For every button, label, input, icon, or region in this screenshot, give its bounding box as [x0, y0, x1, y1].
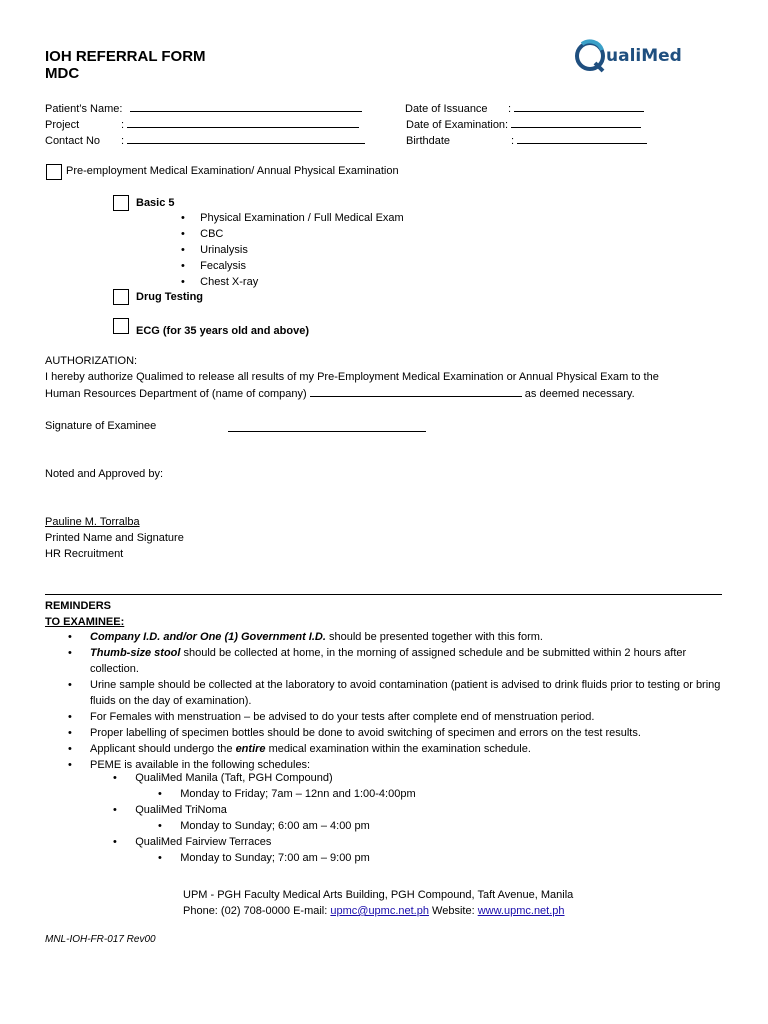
schedule-site-3: • QualiMed Fairview Terraces: [113, 836, 272, 848]
ecg-checkbox[interactable]: [113, 318, 129, 334]
schedule-site-2: • QualiMed TriNoma: [113, 804, 227, 816]
footer-phone: Phone: (02) 708-0000 E-mail:: [183, 905, 331, 917]
reminder-6-post: medical examination within the examination schedule.: [265, 743, 531, 755]
peme-checkbox[interactable]: [46, 164, 62, 180]
logo-text: ualiMed: [606, 46, 682, 66]
project-colon: :: [121, 119, 125, 131]
reminder-item-7: • PEME is available in the following schedules:: [68, 757, 723, 773]
section-divider: [45, 594, 722, 595]
reminder-2-emphasis: Thumb-size stool: [90, 647, 181, 659]
form-code: MNL-IOH-FR-017 Rev00: [45, 934, 156, 945]
birthdate-row: [406, 132, 647, 149]
schedule-hours-2: • Monday to Sunday; 6:00 am – 4:00 pm: [158, 820, 370, 832]
reminder-item-1: [68, 629, 723, 645]
footer-phone-line: [183, 903, 573, 919]
qualimed-logo: [573, 36, 683, 78]
schedule-hours-2-text: Monday to Sunday; 6:00 am – 4:00 pm: [180, 820, 370, 832]
email-link[interactable]: upmc@upmc.net.ph: [330, 905, 429, 917]
list-item: • Urinalysis: [181, 244, 248, 256]
website-link[interactable]: www.upmc.net.ph: [477, 905, 565, 917]
schedule-site-2-text: QualiMed TriNoma: [135, 804, 227, 816]
issuance-field[interactable]: [514, 100, 644, 112]
drug-testing-label: Drug Testing: [136, 291, 204, 303]
schedule-site-1: • QualiMed Manila (Taft, PGH Compound): [113, 772, 333, 784]
footer-website-label: Website:: [428, 905, 478, 917]
approver-printed-label: Printed Name and Signature: [45, 532, 184, 544]
signature-label: Signature of Examinee: [45, 420, 157, 432]
contact-label: Contact No: [45, 135, 101, 147]
drug-testing-checkbox[interactable]: [113, 289, 129, 305]
basic5-item-2: CBC: [200, 228, 224, 240]
reminder-item-6: [68, 741, 723, 757]
reminders-subheading: TO EXAMINEE:: [45, 616, 125, 628]
form-title-line1: IOH REFERRAL FORM: [45, 48, 206, 65]
reminder-item-3: • Urine sample should be collected at the laboratory to avoid contamination (patient is advised to drink fluids prior to testing or bring fluids on the day of examination).: [68, 677, 723, 709]
authorization-line2-prefix: Human Resources Department of (name of company): [45, 388, 307, 400]
reminder-item-4: • For Females with menstruation – be advised to do your tests after complete end of menstruation period.: [68, 709, 723, 725]
list-item: • Fecalysis: [181, 260, 246, 272]
list-item: • Chest X-ray: [181, 276, 259, 288]
approver-block: [45, 514, 184, 562]
exam-date-label: Date of Examination:: [406, 119, 509, 131]
approver-dept: HR Recruitment: [45, 548, 124, 560]
form-title: [45, 48, 206, 82]
schedule-hours-3: • Monday to Sunday; 7:00 am – 9:00 pm: [158, 852, 370, 864]
ecg-label: ECG (for 35 years old and above): [136, 325, 309, 337]
reminders-heading: REMINDERS: [45, 600, 112, 612]
reminder-item-5: • Proper labelling of specimen bottles should be done to avoid switching of specimen and errors on the test results.: [68, 725, 723, 741]
reminder-2-text: should be collected at home, in the morning of assigned schedule and be submitted within 2 hours after collection.: [90, 647, 687, 675]
issuance-colon: :: [508, 103, 512, 115]
project-row: [45, 116, 359, 133]
peme-label: Pre-employment Medical Examination/ Annual Physical Examination: [66, 165, 399, 177]
birthdate-field[interactable]: [517, 132, 647, 144]
footer-contact: [183, 887, 573, 919]
schedule-hours-3-text: Monday to Sunday; 7:00 am – 9:00 pm: [180, 852, 370, 864]
authorization-section: [45, 353, 735, 402]
contact-field[interactable]: [127, 132, 365, 144]
project-field[interactable]: [127, 116, 359, 128]
schedule-hours-1: • Monday to Friday; 7am – 12nn and 1:00-4:00pm: [158, 788, 416, 800]
contact-colon: :: [121, 135, 125, 147]
schedule-site-1-text: QualiMed Manila (Taft, PGH Compound): [135, 772, 333, 784]
issuance-label: Date of Issuance: [405, 103, 488, 115]
contact-row: [45, 132, 365, 149]
noted-approved-label: Noted and Approved by:: [45, 468, 164, 480]
basic5-item-3: Urinalysis: [200, 244, 248, 256]
form-title-line2: MDC: [45, 65, 80, 82]
exam-date-row: [406, 116, 641, 133]
basic5-list: [181, 210, 404, 290]
schedule-site-3-text: QualiMed Fairview Terraces: [135, 836, 272, 848]
exam-date-field[interactable]: [511, 116, 641, 128]
patient-name-field[interactable]: [130, 100, 362, 112]
authorization-heading: AUTHORIZATION:: [45, 355, 138, 367]
issuance-row: [405, 100, 644, 117]
basic5-item-5: Chest X-ray: [200, 276, 259, 288]
reminder-6-pre: Applicant should undergo the: [90, 743, 236, 755]
authorization-line2: [45, 385, 735, 402]
patient-name-row: [45, 100, 362, 117]
signature-field[interactable]: [228, 431, 426, 432]
list-item: • CBC: [181, 228, 224, 240]
company-name-field[interactable]: [310, 385, 522, 397]
reminder-1-text: should be presented together with this form.: [325, 631, 543, 643]
birthdate-label: Birthdate: [406, 135, 451, 147]
schedule-hours-1-text: Monday to Friday; 7am – 12nn and 1:00-4:00pm: [180, 788, 416, 800]
birthdate-colon: :: [511, 135, 515, 147]
authorization-line1: I hereby authorize Qualimed to release all results of my Pre-Employment Medical Examination or Annual Physical Exam to the: [45, 371, 659, 383]
basic5-item-1: Physical Examination / Full Medical Exam: [200, 212, 404, 224]
footer-address: UPM - PGH Faculty Medical Arts Building, PGH Compound, Taft Avenue, Manila: [183, 889, 574, 901]
approver-name: Pauline M. Torralba: [45, 516, 140, 528]
authorization-line2-suffix: as deemed necessary.: [524, 388, 635, 400]
patient-name-label: Patient’s Name:: [45, 103, 123, 115]
reminder-1-emphasis: Company I.D. and/or One (1) Government I.D.: [90, 631, 326, 643]
basic5-item-4: Fecalysis: [200, 260, 246, 272]
project-label: Project: [45, 119, 80, 131]
basic5-label: Basic 5: [136, 197, 175, 209]
schedule-list: [113, 770, 416, 866]
basic5-checkbox[interactable]: [113, 195, 129, 211]
reminder-6-emphasis: entire: [235, 743, 266, 755]
reminder-item-2: [68, 645, 723, 677]
list-item: • Physical Examination / Full Medical Exam: [181, 212, 404, 224]
reminders-list: [68, 629, 723, 773]
